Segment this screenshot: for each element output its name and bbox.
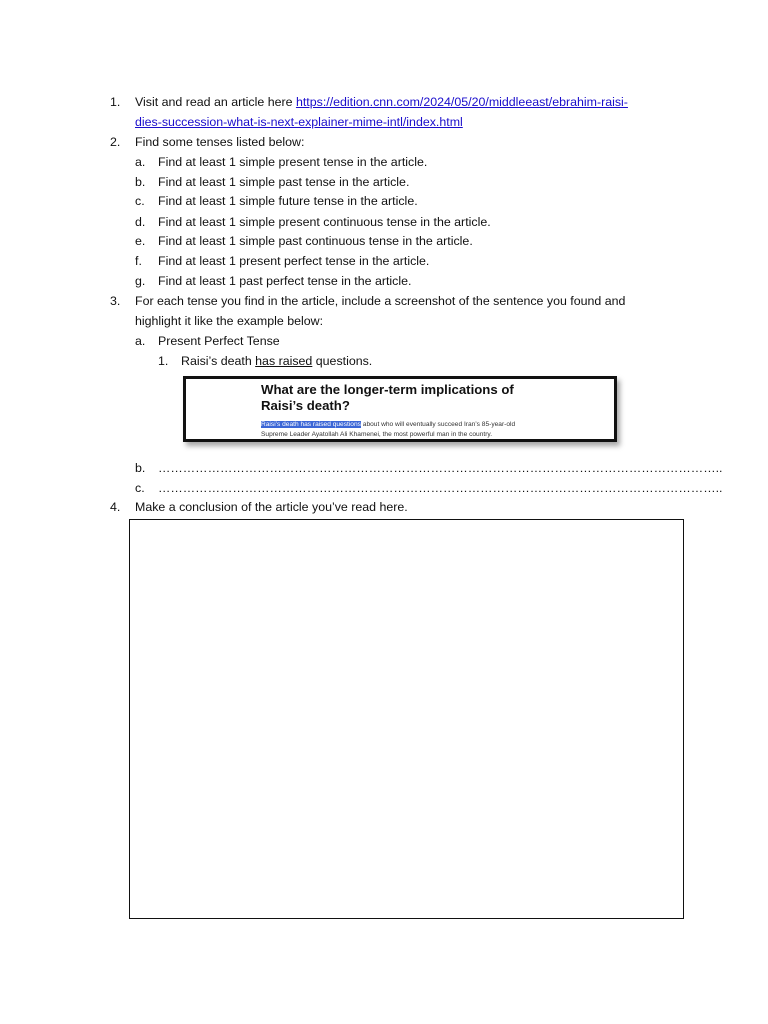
sub-marker-a: a.	[135, 334, 146, 348]
conclusion-answer-box[interactable]	[129, 519, 684, 919]
blank-answer-line: ………………………………………………………………………………………………………………………..	[158, 461, 723, 475]
sub-item-text: Find at least 1 simple future tense in the article.	[158, 194, 418, 208]
item-2-text: Find some tenses listed below:	[135, 135, 305, 149]
sub-marker-b: b.	[135, 461, 146, 475]
screenshot-body-line-2: Supreme Leader Ayatollah Ali Khamenei, the most powerful man in the country.	[261, 431, 493, 438]
item-3-text-line-1: For each tense you find in the article, include a screenshot of the sentence you found and	[135, 294, 626, 308]
tense-heading: Present Perfect Tense	[158, 334, 280, 348]
sub-marker-c: c.	[135, 481, 145, 495]
sub-marker-b: b.	[135, 175, 146, 189]
list-marker-4: 4.	[110, 500, 121, 514]
highlighted-sentence: Raisi’s death has raised questions	[261, 421, 361, 428]
item-4-text: Make a conclusion of the article you’ve read here.	[135, 500, 408, 514]
screenshot-body	[261, 420, 515, 440]
screenshot-body-rest: about who will eventually succeed Iran’s 85-year-old	[360, 421, 516, 428]
sub-item-text: Find at least 1 past perfect tense in the article.	[158, 274, 412, 288]
sub-item-text: Find at least 1 simple past continuous tense in the article.	[158, 234, 473, 248]
item-1-text: Visit and read an article here	[135, 95, 296, 109]
sub-marker-e: e.	[135, 234, 146, 248]
sub-item-text: Find at least 1 simple present continuous tense in the article.	[158, 215, 491, 229]
article-link-continued[interactable]: dies-succession-what-is-next-explainer-mime-intl/index.html	[135, 115, 463, 129]
article-link[interactable]: https://edition.cnn.com/2024/05/20/middleeast/ebrahim-raisi-	[295, 95, 628, 109]
sub-marker-g: g.	[135, 274, 146, 288]
list-marker-3: 3.	[110, 294, 121, 308]
screenshot-heading-line-2: Raisi’s death?	[261, 397, 350, 413]
article-screenshot	[183, 376, 617, 442]
blank-answer-line: ………………………………………………………………………………………………………………………..	[158, 481, 723, 495]
sub-item-text: Find at least 1 simple past tense in the article.	[158, 175, 410, 189]
list-marker-1: 1.	[110, 95, 121, 109]
example-after: questions.	[312, 354, 373, 368]
sub-item-text: Find at least 1 simple present tense in the article.	[158, 155, 428, 169]
example-sentence	[181, 351, 372, 371]
item-3-text-line-2: highlight it like the example below:	[135, 314, 324, 328]
list-marker-2: 2.	[110, 135, 121, 149]
sub-marker-a: a.	[135, 155, 146, 169]
screenshot-heading	[261, 382, 514, 413]
underlined-verb: has raised	[255, 354, 313, 368]
screenshot-heading-line-1: What are the longer-term implications of	[261, 382, 514, 397]
item-1-line-2	[135, 112, 463, 132]
example-before: Raisi’s death	[181, 354, 256, 368]
sub-marker-d: d.	[135, 215, 146, 229]
sub-marker-c: c.	[135, 194, 145, 208]
item-1-line-1	[135, 92, 628, 112]
sub-item-text: Find at least 1 present perfect tense in the article.	[158, 254, 430, 268]
sub-marker-f: f.	[135, 254, 142, 268]
example-marker: 1.	[158, 354, 169, 368]
